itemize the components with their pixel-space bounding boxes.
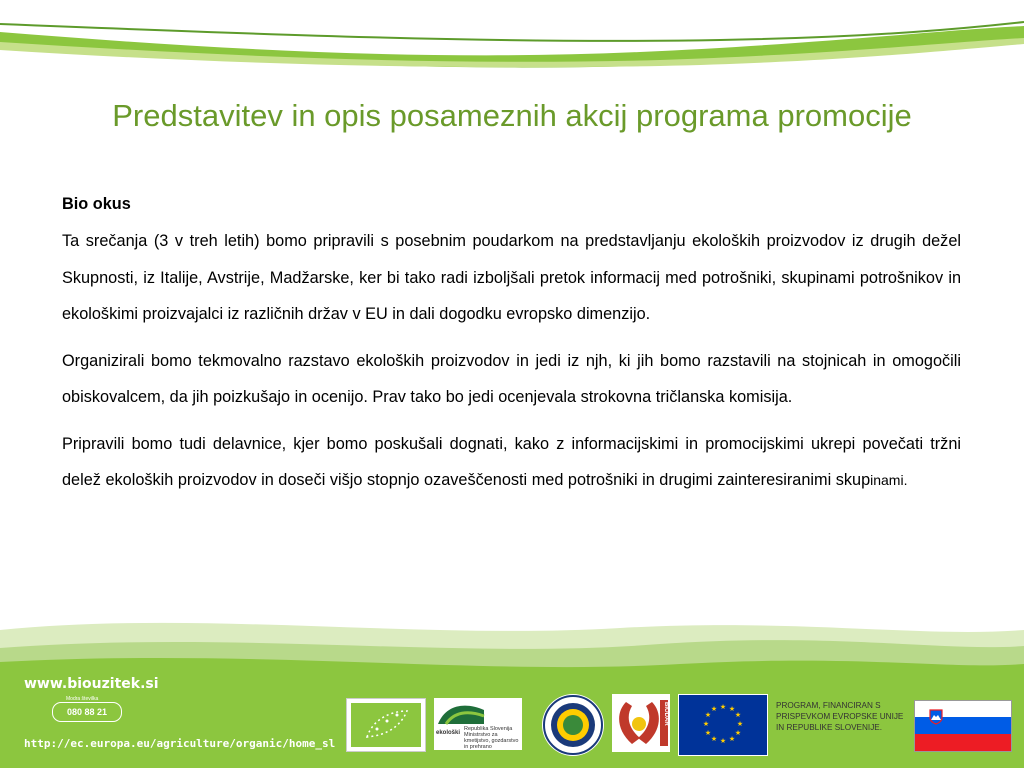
paragraph-1: Ta srečanja (3 v treh letih) bomo pripravili s posebnim poudarkom na predstavljanju ekoloških proizvodov iz drugih dežel Skupnosti, iz Italije, Avstrije, Madžarske, ker bi tako radi izboljšali pretok informacij med potrošniki, skupinami potrošnikov in ekološkimi proizvajalci iz različnih držav v EU in dali dogodku evropsko dimenzijo. <box>62 232 961 323</box>
ekoloski-ministry-logo <box>434 698 522 750</box>
biodar-label: BIODAR <box>663 702 669 726</box>
svg-text:★: ★ <box>710 705 718 713</box>
seal-icon <box>542 694 604 756</box>
eu-flag <box>678 694 768 756</box>
slovenia-flag <box>914 700 1012 752</box>
svg-text:★: ★ <box>736 720 744 728</box>
ekoloski-label: ekološki <box>436 730 461 736</box>
svg-text:★: ★ <box>734 711 742 719</box>
svg-text:★: ★ <box>728 705 736 713</box>
eu-organic-logo <box>346 698 426 752</box>
slide-body <box>62 190 961 509</box>
flag-stripe-red <box>915 734 1011 751</box>
ekoloski-wave-icon <box>436 700 486 726</box>
paragraph-3 <box>62 426 961 499</box>
site-url-link[interactable]: www.biouzitek.si <box>24 676 159 692</box>
eu-organic-leaf-icon <box>347 699 425 751</box>
phone-number: 080 88 21 <box>66 707 108 717</box>
section-heading: Bio okus <box>62 195 131 213</box>
svg-text:★: ★ <box>719 703 727 711</box>
paragraph-2: Organizirali bomo tekmovalno razstavo ekoloških proizvodov in jedi iz njh, ki jih bomo razstavili na stojnicah in omogočili obiskovalcem, da jih poizkušajo in ocenijo. Prav tako bo jedi ocenjevala strokovna tričlanska komisija. <box>62 351 961 406</box>
certification-seal-logo <box>542 694 604 756</box>
svg-text:★: ★ <box>728 735 736 743</box>
eu-organic-url-link[interactable]: http://ec.europa.eu/agriculture/organic/home_sl <box>24 737 336 750</box>
svg-text:★: ★ <box>710 735 718 743</box>
svg-text:★: ★ <box>719 737 727 745</box>
header-swoosh <box>0 0 1024 70</box>
svg-text:★: ★ <box>704 729 712 737</box>
paragraph-3-tail: inami. <box>870 472 908 488</box>
svg-text:★: ★ <box>702 720 710 728</box>
coat-of-arms-icon <box>929 709 943 725</box>
funding-statement: PROGRAM, FINANCIRAN S PRISPEVKOM EVROPSKE UNIJE IN REPUBLIKE SLOVENIJE. <box>776 701 904 732</box>
phone-caption: Modra številka <box>66 696 99 702</box>
slide-title: Predstavitev in opis posameznih akcij programa promocije <box>112 98 912 133</box>
ministry-text: Republika Slovenija Ministrstvo za kmetijstvo, gozdarstvo in prehrano <box>464 726 519 750</box>
biodar-logo <box>612 694 670 752</box>
paragraph-3-text: Pripravili bomo tudi delavnice, kjer bomo poskušali dognati, kako z informacijskimi in promocijskimi ukrepi povečati tržni delež ekoloških proizvodov in doseči višjo stopnjo ozaveščenosti med potrošniki in drugimi zainteresiranimi skup <box>62 434 961 489</box>
svg-text:★: ★ <box>734 729 742 737</box>
svg-text:★: ★ <box>704 711 712 719</box>
eu-stars-icon <box>679 695 767 755</box>
phone-number-badge <box>52 702 122 722</box>
